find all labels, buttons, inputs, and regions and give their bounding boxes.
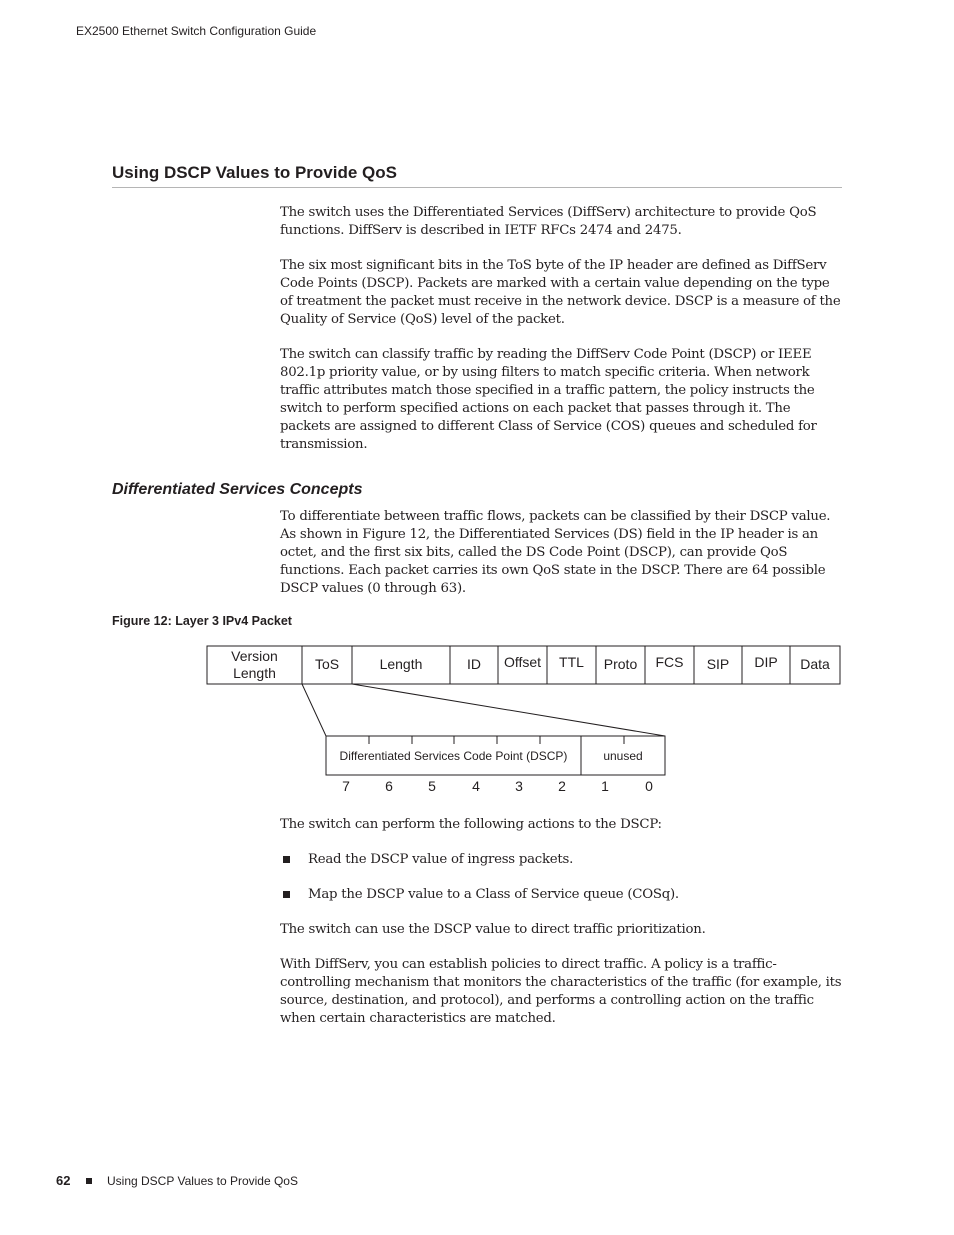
bit-number: 0 — [645, 778, 653, 794]
bit-number: 5 — [428, 778, 436, 794]
bit-number: 4 — [472, 778, 480, 794]
footer-section: Using DSCP Values to Provide QoS — [107, 1174, 298, 1188]
page-number: 62 — [56, 1173, 71, 1188]
policy-paragraph: With DiffServ, you can establish policies to direct traffic. A policy is a traffic-controlling mechanism that monitors the characteristics of the traffic (for example, its source, destination, and protocol), and performs a controlling action on the traffic when certain characteristics are matched. — [280, 957, 842, 1026]
bullet-marker — [283, 891, 290, 898]
bullet-item-2: Map the DSCP value to a Class of Service queue (COSq). — [308, 887, 679, 902]
bit-number: 7 — [342, 778, 350, 794]
packet-field-label: ToS — [314, 656, 340, 672]
figure-caption: Figure 12: Layer 3 IPv4 Packet — [112, 614, 292, 628]
tos-expansion-line — [352, 684, 665, 736]
intro-paragraph-1: The switch uses the Differentiated Services (DiffServ) architecture to provide QoS functions. DiffServ is described in IETF RFCs 2474 and 2475. — [280, 205, 817, 238]
bit-number: 3 — [515, 778, 523, 794]
bit-number: 2 — [558, 778, 566, 794]
dscp-label: Differentiated Services Code Point (DSCP) — [339, 749, 568, 763]
running-header: EX2500 Ethernet Switch Configuration Guide — [76, 24, 317, 38]
footer-marker — [86, 1178, 92, 1184]
packet-field-label: Length — [233, 665, 276, 681]
packet-field-label: FCS — [655, 654, 684, 670]
bullet-marker — [283, 856, 290, 863]
subsection-title: Differentiated Services Concepts — [112, 481, 363, 498]
tos-expansion-line — [302, 684, 326, 736]
packet-field-label: Offset — [503, 654, 542, 670]
packet-field-label: ID — [467, 656, 481, 672]
actions-intro: The switch can perform the following actions to the DSCP: — [280, 817, 662, 832]
intro-paragraph-3: The switch can classify traffic by reading the DiffServ Code Point (DSCP) or IEEE 802.1p priority value, or by using filters to match specific criteria. When network traffic attributes match those specified in a traffic pattern, the policy instructs the switch to perform specified actions on each packet that passes through it. The packets are assigned to different Class of Service (COS) queues and scheduled for transmission. — [280, 347, 817, 452]
packet-field-label: SIP — [706, 656, 730, 672]
packet-field-label: Length — [379, 656, 423, 672]
bullet-item-1: Read the DSCP value of ingress packets. — [308, 852, 574, 867]
section-title: Using DSCP Values to Provide QoS — [112, 163, 397, 182]
concepts-paragraph: To differentiate between traffic flows, packets can be classified by their DSCP value. As shown in Figure 12, the Differentiated Services (DS) field in the IP header is an octet, and the first six bits, called the DS Code Point (DSCP), can provide QoS functions. Each packet carries its own QoS state in the DSCP. There are 64 possible DSCP values (0 through 63). — [280, 509, 831, 596]
packet-field-label: Data — [800, 656, 830, 672]
intro-paragraph-2: The six most significant bits in the ToS byte of the IP header are defined as DiffServ Code Points (DSCP). Packets are marked with a certain value depending on the type of treatment the packet must receive in the network device. DSCP is a measure of the Quality of Service (QoS) level of the packet. — [280, 258, 841, 327]
packet-field-label: DIP — [754, 654, 778, 670]
unused-label: unused — [603, 749, 643, 763]
prioritization-paragraph: The switch can use the DSCP value to direct traffic prioritization. — [280, 922, 706, 937]
packet-field-label: Version — [231, 648, 278, 664]
packet-field-label: TTL — [559, 654, 584, 670]
bit-number: 6 — [385, 778, 393, 794]
bit-number: 1 — [601, 778, 609, 794]
packet-field-label: Proto — [603, 656, 638, 672]
